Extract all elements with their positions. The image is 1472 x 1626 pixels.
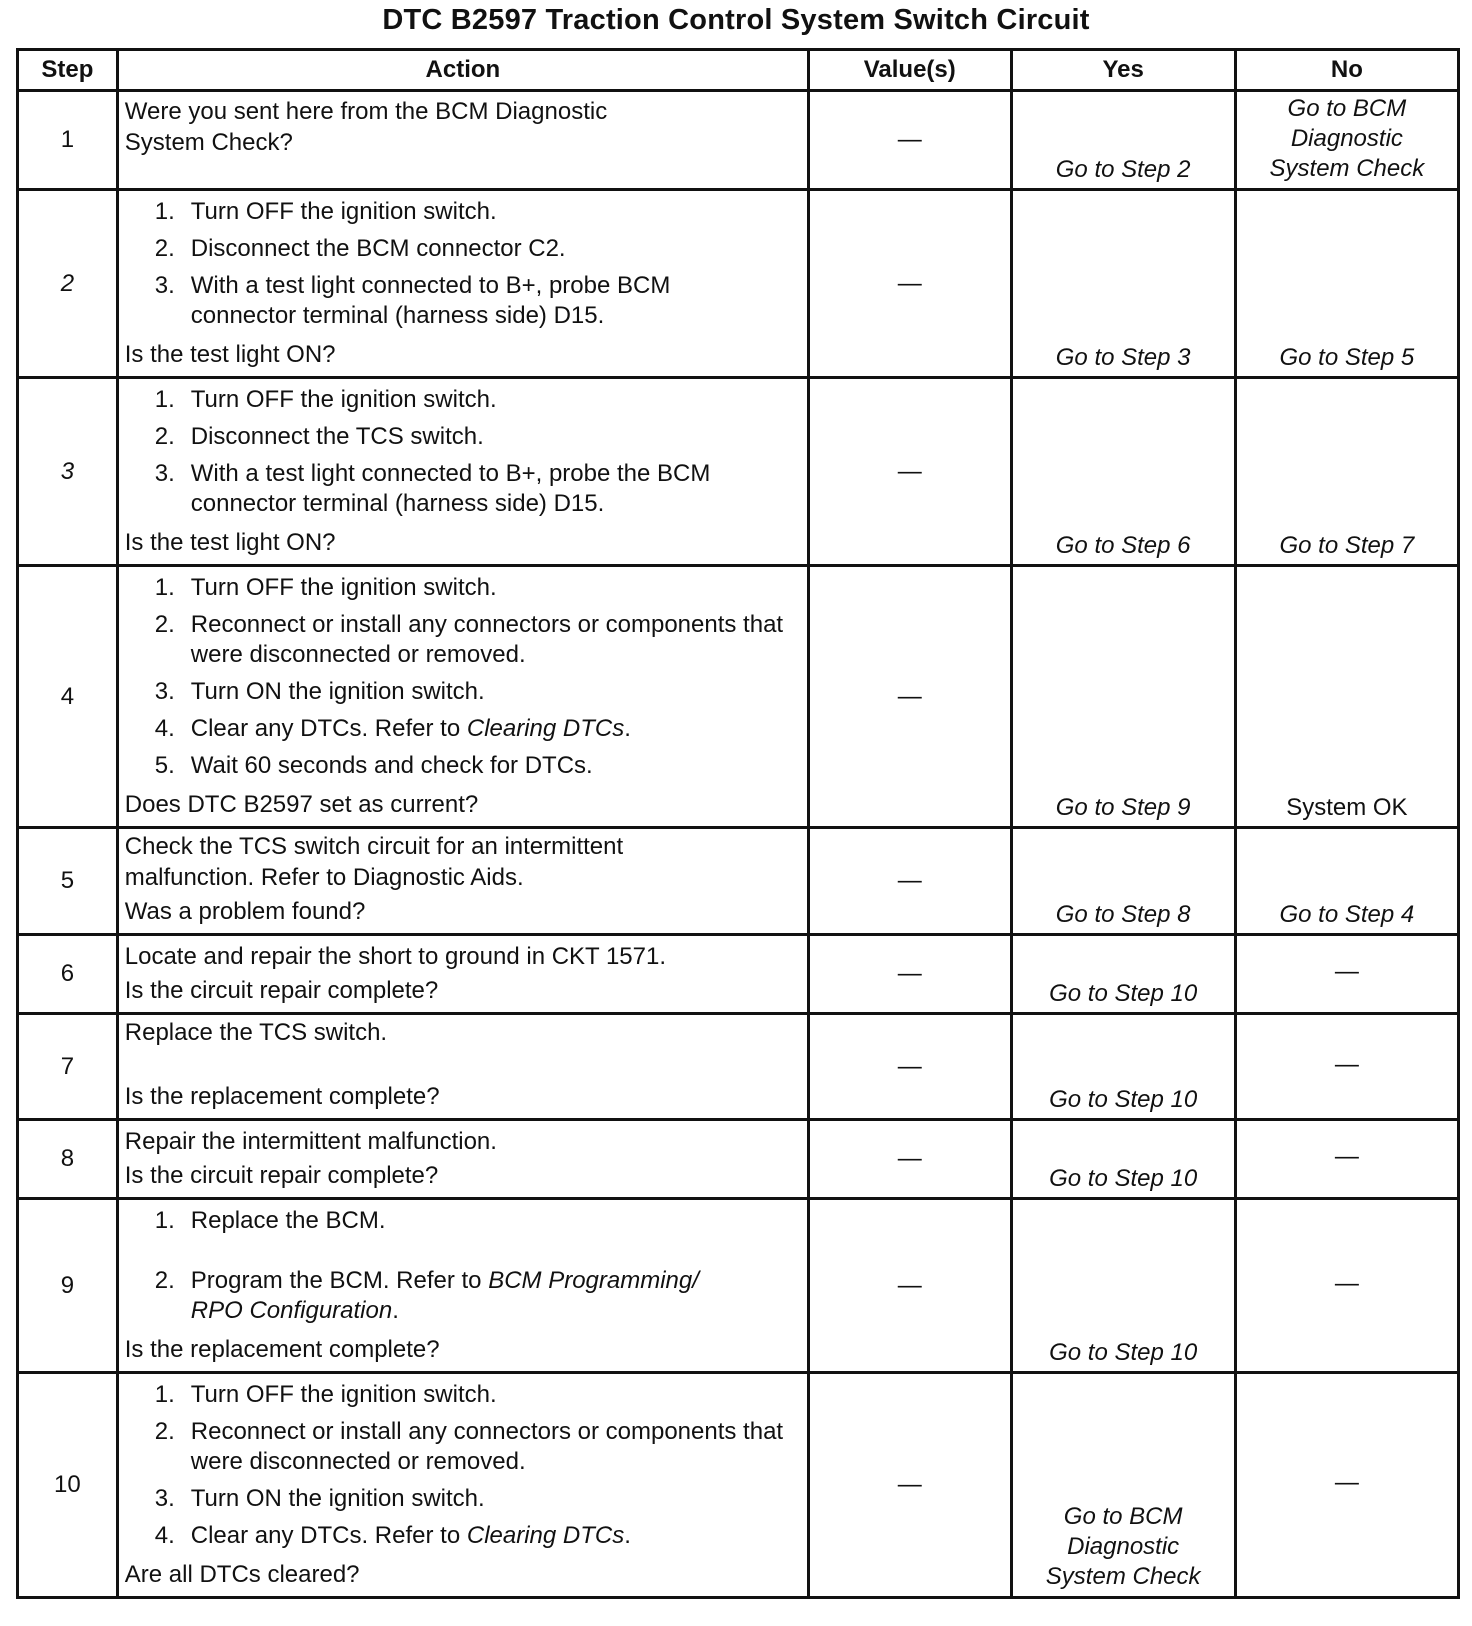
list-item (155, 1380, 785, 1410)
action-cell (117, 566, 808, 828)
yes-cell: Go to Step 10 (1011, 935, 1235, 1014)
step-number: 7 (18, 1014, 118, 1120)
list-item (155, 234, 715, 264)
value-cell: — (808, 935, 1011, 1014)
yes-cell: Go to Step 6 (1011, 378, 1235, 566)
item-number: 2. (154, 423, 175, 450)
action-question: Was a problem found? (124, 898, 366, 925)
step-number: 6 (18, 935, 118, 1014)
step-number: 10 (18, 1373, 118, 1598)
list-item (155, 610, 785, 670)
action-question: Is the test light ON? (124, 341, 336, 368)
action-question: Is the circuit repair complete? (124, 1162, 439, 1189)
item-text: Replace the BCM. (190, 1207, 386, 1234)
item-number: 4. (154, 1522, 175, 1549)
action-question: Are all DTCs cleared? (124, 1561, 360, 1588)
table-row (18, 566, 1459, 828)
table-row (18, 1120, 1459, 1199)
item-text-end: . (392, 1297, 399, 1324)
yes-cell: Go to Step 8 (1011, 828, 1235, 935)
item-number: 1. (154, 1207, 175, 1234)
value-cell: — (808, 1373, 1011, 1598)
item-text: Clear any DTCs. Refer to (190, 1522, 467, 1549)
item-number: 3. (154, 1485, 175, 1512)
item-text: Clear any DTCs. Refer to (190, 715, 467, 742)
list-item (155, 677, 785, 707)
value-cell: — (808, 1120, 1011, 1199)
action-cell (117, 1199, 808, 1373)
item-number: 1. (154, 198, 175, 225)
value-cell: — (808, 566, 1011, 828)
item-number: 1. (154, 574, 175, 601)
list-item (155, 422, 775, 452)
no-cell: — (1235, 935, 1458, 1014)
list-item (155, 1417, 785, 1477)
no-cell (1235, 91, 1458, 190)
action-cell (117, 1120, 808, 1199)
item-number: 4. (154, 715, 175, 742)
action-cell (117, 190, 808, 378)
item-number: 3. (154, 678, 175, 705)
value-cell: — (808, 1014, 1011, 1120)
yes-cell: Go to Step 10 (1011, 1199, 1235, 1373)
yes-cell: Go to Step 3 (1011, 190, 1235, 378)
action-intro: Were you sent here from the BCM Diagnostic System Check? (124, 98, 608, 156)
action-question: Is the circuit repair complete? (124, 977, 439, 1004)
table-row (18, 828, 1459, 935)
header-yes: Yes (1011, 50, 1235, 91)
item-number: 3. (154, 272, 175, 299)
item-number: 1. (154, 386, 175, 413)
item-text: Wait 60 seconds and check for DTCs. (190, 752, 593, 779)
action-cell (117, 378, 808, 566)
item-number: 3. (154, 460, 175, 487)
yes-line: Diagnostic (1067, 1533, 1180, 1560)
step-number: 2 (18, 190, 118, 378)
item-text: Disconnect the BCM connector C2. (190, 235, 566, 262)
value-cell: — (808, 378, 1011, 566)
value-cell: — (808, 1199, 1011, 1373)
no-cell: — (1235, 1199, 1458, 1373)
action-cell (117, 828, 808, 935)
item-text: Program the BCM. Refer to (190, 1267, 489, 1294)
item-text: With a test light connected to B+, probe the BCM connector terminal (harness side) D15. (190, 460, 711, 517)
no-cell: Go to Step 7 (1235, 378, 1458, 566)
action-cell (117, 935, 808, 1014)
table-row (18, 1199, 1459, 1373)
diagnostic-table (16, 48, 1460, 1599)
no-cell: Go to Step 4 (1235, 828, 1458, 935)
value-cell: — (808, 91, 1011, 190)
yes-line: Go to BCM (1063, 1503, 1183, 1530)
action-intro: Check the TCS switch circuit for an intermittent malfunction. Refer to Diagnostic Aids. (124, 833, 624, 891)
yes-cell: Go to Step 2 (1011, 91, 1235, 190)
table-row (18, 190, 1459, 378)
yes-cell: Go to Step 10 (1011, 1120, 1235, 1199)
list-item (155, 459, 775, 519)
list-item (155, 573, 785, 603)
yes-cell: Go to Step 9 (1011, 566, 1235, 828)
no-line: Diagnostic (1290, 125, 1403, 152)
list-item (155, 1206, 715, 1236)
step-number: 9 (18, 1199, 118, 1373)
no-line: Go to BCM (1287, 95, 1407, 122)
item-reference: Clearing DTCs (466, 715, 625, 742)
header-no: No (1235, 50, 1458, 91)
item-text-end: . (624, 1522, 631, 1549)
no-line: System Check (1269, 155, 1425, 182)
no-cell: Go to Step 5 (1235, 190, 1458, 378)
table-row (18, 378, 1459, 566)
step-number: 3 (18, 378, 118, 566)
action-question: Does DTC B2597 set as current? (124, 791, 479, 818)
item-text: Turn OFF the ignition switch. (190, 198, 497, 225)
list-item (155, 197, 715, 227)
document-title: DTC B2597 Traction Control System Switch Circuit (382, 4, 1090, 36)
list-item (155, 751, 785, 781)
item-text: Turn ON the ignition switch. (190, 1485, 485, 1512)
table-row (18, 91, 1459, 190)
yes-line: System Check (1045, 1563, 1201, 1590)
item-text: Turn OFF the ignition switch. (190, 574, 497, 601)
no-cell: — (1235, 1014, 1458, 1120)
item-text-end: . (624, 715, 631, 742)
action-cell (117, 91, 808, 190)
list-item (155, 1521, 785, 1551)
header-step: Step (18, 50, 118, 91)
item-text: Turn ON the ignition switch. (190, 678, 485, 705)
header-values: Value(s) (808, 50, 1011, 91)
list-item (155, 385, 775, 415)
table-row (18, 935, 1459, 1014)
item-text: Turn OFF the ignition switch. (190, 1381, 497, 1408)
item-text: Turn OFF the ignition switch. (190, 386, 497, 413)
list-item (155, 1484, 785, 1514)
no-cell: — (1235, 1373, 1458, 1598)
header-row (18, 50, 1459, 91)
item-text: With a test light connected to B+, probe BCM connector terminal (harness side) D15. (190, 272, 671, 329)
list-item (155, 271, 715, 331)
action-question: Is the replacement complete? (124, 1083, 440, 1110)
item-number: 1. (154, 1381, 175, 1408)
item-number: 5. (154, 752, 175, 779)
action-question: Is the replacement complete? (124, 1336, 440, 1363)
item-number: 2. (154, 235, 175, 262)
step-number: 8 (18, 1120, 118, 1199)
item-number: 2. (154, 1418, 175, 1445)
item-reference: Clearing DTCs (466, 1522, 625, 1549)
yes-cell: Go to Step 10 (1011, 1014, 1235, 1120)
item-number: 2. (154, 611, 175, 638)
table-row (18, 1014, 1459, 1120)
step-number: 1 (18, 91, 118, 190)
table-row (18, 1373, 1459, 1598)
item-text: Disconnect the TCS switch. (190, 423, 484, 450)
item-number: 2. (154, 1267, 175, 1294)
action-intro: Locate and repair the short to ground in CKT 1571. (124, 943, 667, 970)
item-text: Reconnect or install any connectors or components that were disconnected or removed. (190, 1418, 784, 1475)
value-cell: — (808, 828, 1011, 935)
action-question: Is the test light ON? (124, 529, 336, 556)
no-cell: — (1235, 1120, 1458, 1199)
list-item (155, 1266, 715, 1326)
action-cell (117, 1014, 808, 1120)
no-cell: System OK (1235, 566, 1458, 828)
header-action: Action (117, 50, 808, 91)
list-item (155, 714, 785, 744)
action-intro: Repair the intermittent malfunction. (124, 1128, 497, 1155)
item-reference: BCM Programming/ RPO Configuration (190, 1267, 699, 1324)
action-intro: Replace the TCS switch. (124, 1019, 388, 1046)
step-number: 5 (18, 828, 118, 935)
value-cell: — (808, 190, 1011, 378)
item-text: Reconnect or install any connectors or components that were disconnected or removed. (190, 611, 784, 668)
step-number: 4 (18, 566, 118, 828)
action-cell (117, 1373, 808, 1598)
yes-cell (1011, 1373, 1235, 1598)
